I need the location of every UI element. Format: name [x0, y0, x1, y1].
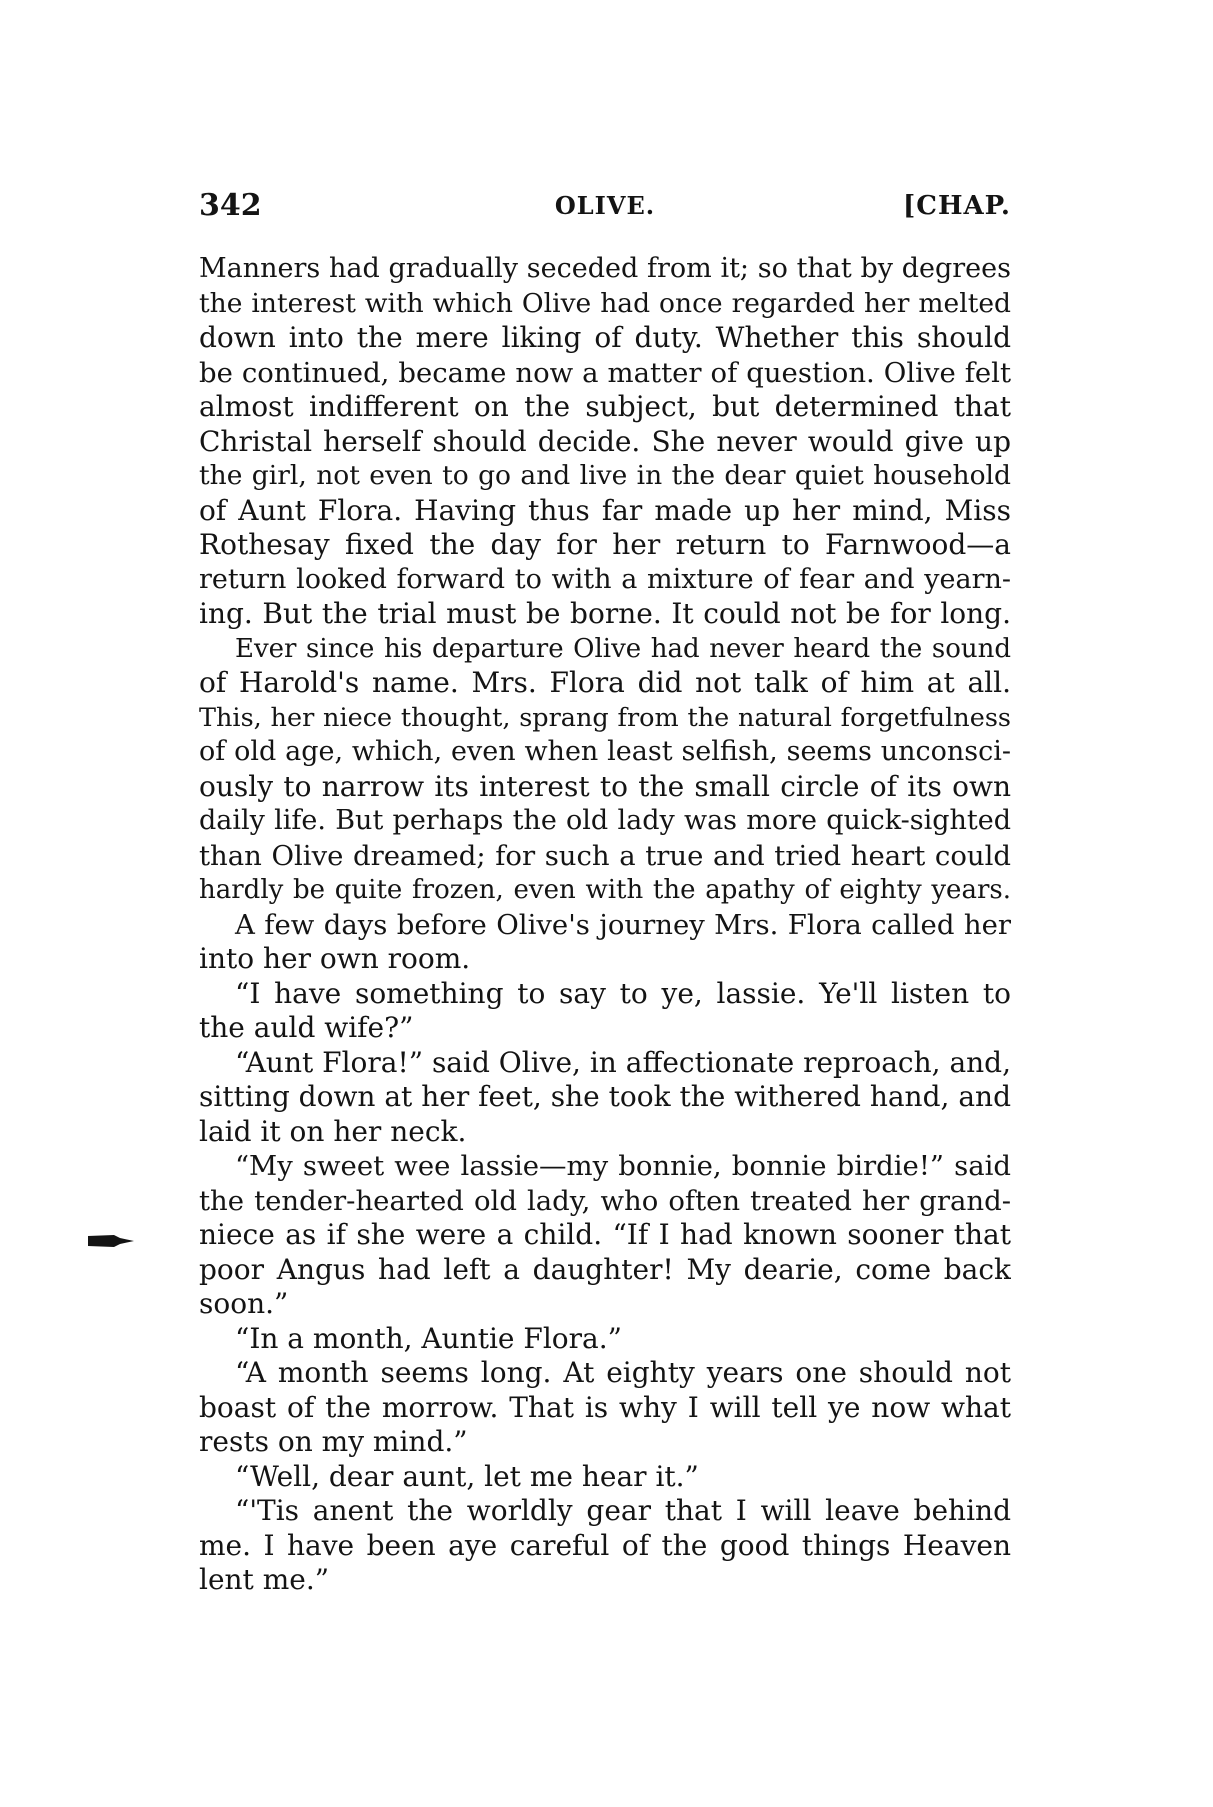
text-line: “Aunt Flora!” said Olive, in affectionate reproach, and, [235, 1045, 1011, 1079]
text-line: ing. But the trial must be borne. It could not be for long. [199, 597, 1011, 630]
text-line: lent me.” [199, 1563, 330, 1596]
text-line: of Aunt Flora. Having thus far made up her mind, Miss [199, 493, 1011, 527]
text-line: the interest with which Olive had once regarded her melted [199, 287, 1011, 319]
text-line: than Olive dreamed; for such a true and tried heart could [199, 839, 1011, 872]
text-line: of Harold's name. Mrs. Flora did not talk of him at all. [199, 666, 1011, 699]
text-line: of old age, which, even when least selfish, seems unconsci- [199, 736, 1011, 767]
text-line: sitting down at her feet, she took the withered hand, and [199, 1080, 1011, 1113]
text-line: me. I have been aye careful of the good things Heaven [199, 1528, 1011, 1562]
body-text [199, 252, 1011, 1598]
text-line: soon.” [199, 1287, 289, 1320]
chapter-marker: [CHAP. [902, 191, 1011, 221]
text-line: Christal herself should decide. She never would give up [199, 424, 1011, 458]
text-line: boast of the morrow. That is why I will tell ye now what [199, 1390, 1011, 1424]
text-line: “A month seems long. At eighty years one should not [235, 1356, 1011, 1389]
text-line: down into the mere liking of duty. Whether this should [199, 321, 1011, 354]
text-line: Rothesay fixed the day for her return to Farnwood—a [199, 528, 1011, 561]
text-line: into her own room. [199, 942, 471, 975]
text-line: This, her niece thought, sprang from the natural forgetfulness [199, 702, 1011, 733]
text-line: ously to narrow its interest to the small circle of its own [199, 769, 1011, 803]
text-line: the girl, not even to go and live in the dear quiet household [199, 460, 1011, 491]
text-line: “Well, dear aunt, let me hear it.” [235, 1459, 699, 1493]
text-line: the auld wife?” [199, 1011, 414, 1044]
text-line: “'Tis anent the worldly gear that I will leave behind [235, 1494, 1011, 1527]
text-line: poor Angus had left a daughter! My dearie, come back [199, 1252, 1011, 1286]
text-line: Manners had gradually seceded from it; so that by degrees [199, 253, 1011, 284]
running-head [199, 186, 1011, 226]
text-line: niece as if she were a child. “If I had known sooner that [199, 1218, 1011, 1251]
text-line: laid it on her neck. [199, 1114, 467, 1148]
pointing-hand-icon [88, 1234, 134, 1248]
text-line: hardly be quite frozen, even with the apathy of eighty years. [199, 875, 1011, 905]
text-line: be continued, became now a matter of question. Olive felt [199, 356, 1011, 389]
text-line: return looked forward to with a mixture of fear and yearn- [199, 563, 1011, 595]
text-line: the tender-hearted old lady, who often treated her grand- [199, 1184, 1011, 1217]
text-line: A few days before Olive's journey Mrs. Flora called her [235, 908, 1011, 941]
running-title: OLIVE. [554, 191, 656, 220]
text-line: “My sweet wee lassie—my bonnie, bonnie birdie!” said [235, 1150, 1011, 1182]
text-line: almost indifferent on the subject, but determined that [199, 390, 1011, 423]
text-line: “In a month, Auntie Flora.” [235, 1321, 622, 1355]
text-line: rests on my mind.” [199, 1425, 468, 1458]
page-number: 342 [199, 188, 262, 223]
text-line: “I have something to say to ye, lassie. Ye'll listen to [235, 976, 1011, 1010]
text-line: daily life. But perhaps the old lady was more quick-sighted [199, 805, 1011, 836]
text-line: Ever since his departure Olive had never heard the sound [235, 633, 1011, 664]
